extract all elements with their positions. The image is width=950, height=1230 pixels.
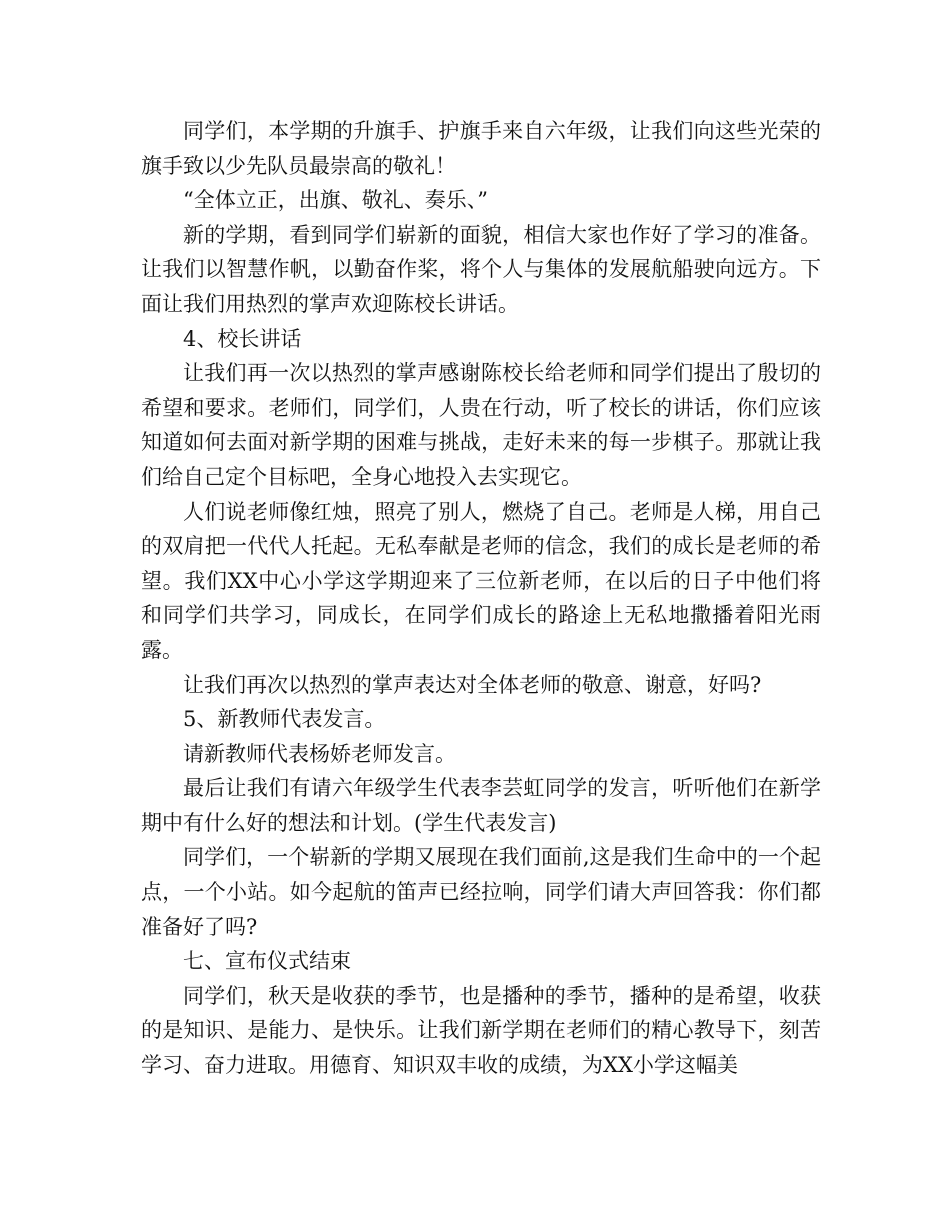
paragraph-are-you-ready: 同学们，一个崭新的学期又展现在我们面前,这是我们生命中的一个起点，一个小站。如今起航的笛声已经拉响，同学们请大声回答我：你们都准备好了吗? [141,845,821,939]
paragraph-thank-principal: 让我们再一次以热烈的掌声感谢陈校长给老师和同学们提出了殷切的希望和要求。老师们，同学们，人贵在行动，听了校长的讲话，你们应该知道如何去面对新学期的困难与挑战，走好未来的每一步棋子。那就让我们给自己定个目标吧，全身心地投入去实现它。 [141,361,821,489]
paragraph-flag-bearers: 同学们，本学期的升旗手、护旗手来自六年级，让我们向这些光荣的旗手致以少先队员最崇高的敬礼！ [141,119,821,178]
paragraph-autumn-harvest: 同学们，秋天是收获的季节，也是播种的季节，播种的是希望，收获的是知识、是能力、是快乐。让我们新学期在老师们的精心教导下，刻苦学习、奋力进取。用德育、知识双丰收的成绩，为XX小学这幅美 [141,983,821,1078]
paragraph-applause-teachers: 让我们再次以热烈的掌声表达对全体老师的敬意、谢意，好吗? [183,672,762,697]
paragraph-student-representative: 最后让我们有请六年级学生代表李芸虹同学的发言，听听他们在新学期中有什么好的想法和计划。(学生代表发言) [141,776,821,835]
heading-principal-speech: 4、校长讲话 [183,326,302,351]
paragraph-new-semester: 新的学期，看到同学们崭新的面貌，相信大家也作好了学习的准备。让我们以智慧作帆，以勤奋作桨，将个人与集体的发展航船驶向远方。下面让我们用热烈的掌声欢迎陈校长讲话。 [141,222,821,316]
heading-new-teacher-speech: 5、新教师代表发言。 [183,707,386,732]
paragraph-attention-command: “全体立正，出旗、敬礼、奏乐、” [183,188,488,213]
document-body [141,114,821,1083]
paragraph-teachers-candle: 人们说老师像红烛，照亮了别人，燃烧了自己。老师是人梯，用自己的双肩把一代代人托起。无私奉献是老师的信念，我们的成长是老师的希望。我们XX中心小学这学期迎来了三位新老师，在以后的日子中他们将和同学们共学习，同成长，在同学们成长的路途上无私地撒播着阳光雨露。 [141,499,821,662]
paragraph-invite-teacher: 请新教师代表杨娇老师发言。 [183,741,456,766]
heading-ceremony-end: 七、宣布仪式结束 [183,949,351,974]
